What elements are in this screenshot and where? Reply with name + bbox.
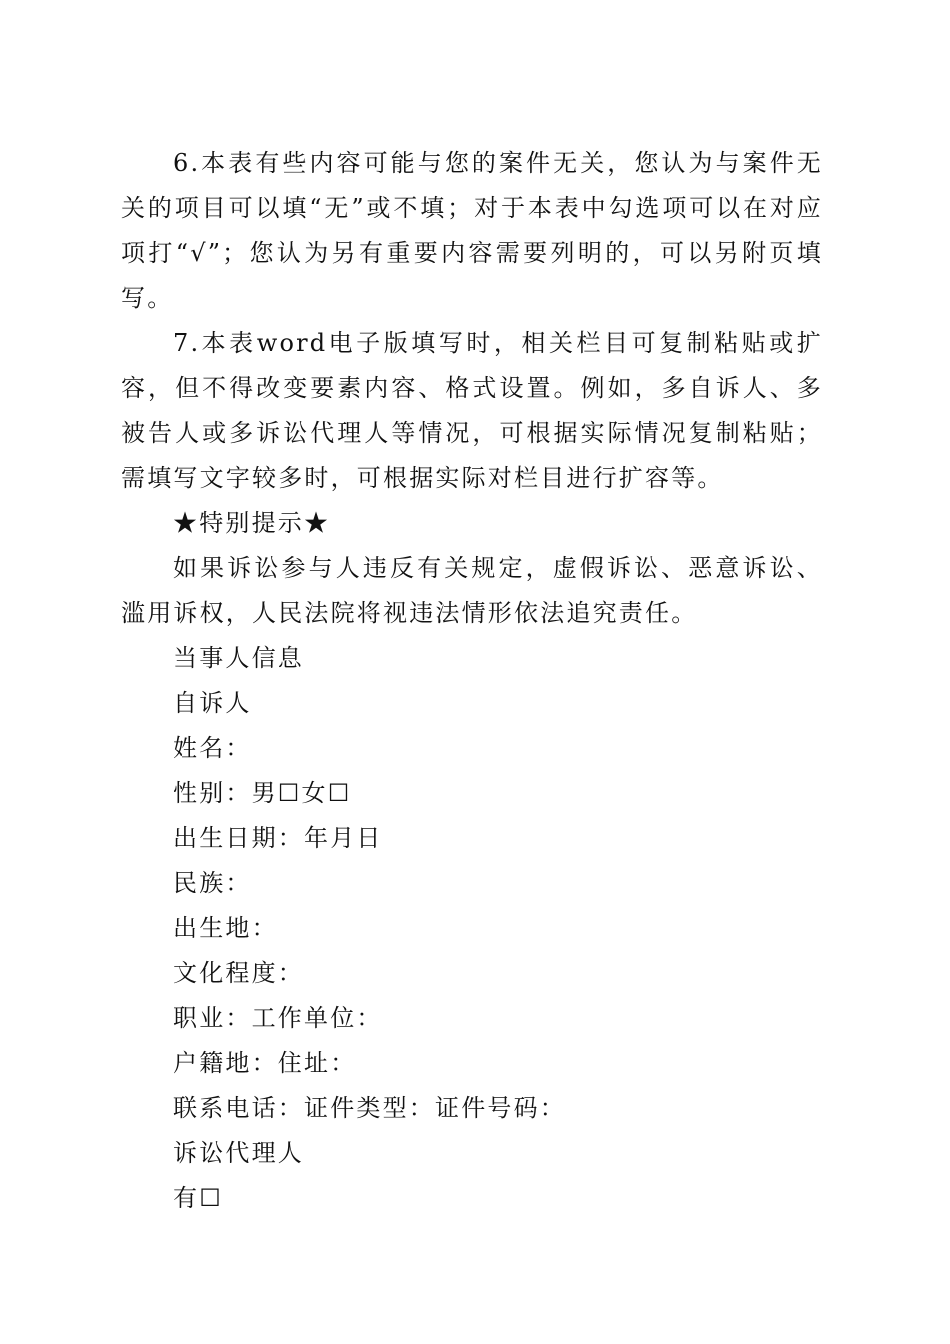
special-notice-heading: ★特别提示★: [173, 509, 331, 537]
special-notice-text: 如果诉讼参与人违反有关规定，虚假诉讼、恶意诉讼、滥用诉权，人民法院将视违法情形依法追究责任。: [121, 554, 823, 627]
document-content: [121, 141, 823, 1221]
residence-field-label: 户籍地：住址：: [173, 1049, 357, 1077]
instruction-paragraph-6: 6.本表有些内容可能与您的案件无关，您认为与案件无关的项目可以填“无”或不填；对于本表中勾选项可以在对应项打“√”；您认为另有重要内容需要列明的，可以另附页填写。: [121, 149, 823, 312]
education-field-label: 文化程度：: [173, 959, 304, 987]
instruction-paragraph-7: 7.本表word电子版填写时，相关栏目可复制粘贴或扩容，但不得改变要素内容、格式设置。例如，多自诉人、多被告人或多诉讼代理人等情况，可根据实际情况复制粘贴；需填写文字较多时，可根据实际对栏目进行扩容等。: [121, 329, 823, 492]
litigation-agent-label: 诉讼代理人: [173, 1139, 304, 1167]
occupation-field-label: 职业：工作单位：: [173, 1004, 383, 1032]
contact-field-label: 联系电话：证件类型：证件号码：: [173, 1094, 566, 1122]
gender-field-label: 性别：男☐女☐: [173, 779, 352, 807]
birth-date-field-label: 出生日期：年月日: [173, 824, 383, 852]
birthplace-field-label: 出生地：: [173, 914, 278, 942]
party-info-heading: 当事人信息: [173, 644, 304, 672]
agent-has-option: 有☐: [173, 1184, 223, 1212]
private-prosecutor-label: 自诉人: [173, 689, 252, 717]
name-field-label: 姓名：: [173, 734, 252, 762]
ethnicity-field-label: 民族：: [173, 869, 252, 897]
